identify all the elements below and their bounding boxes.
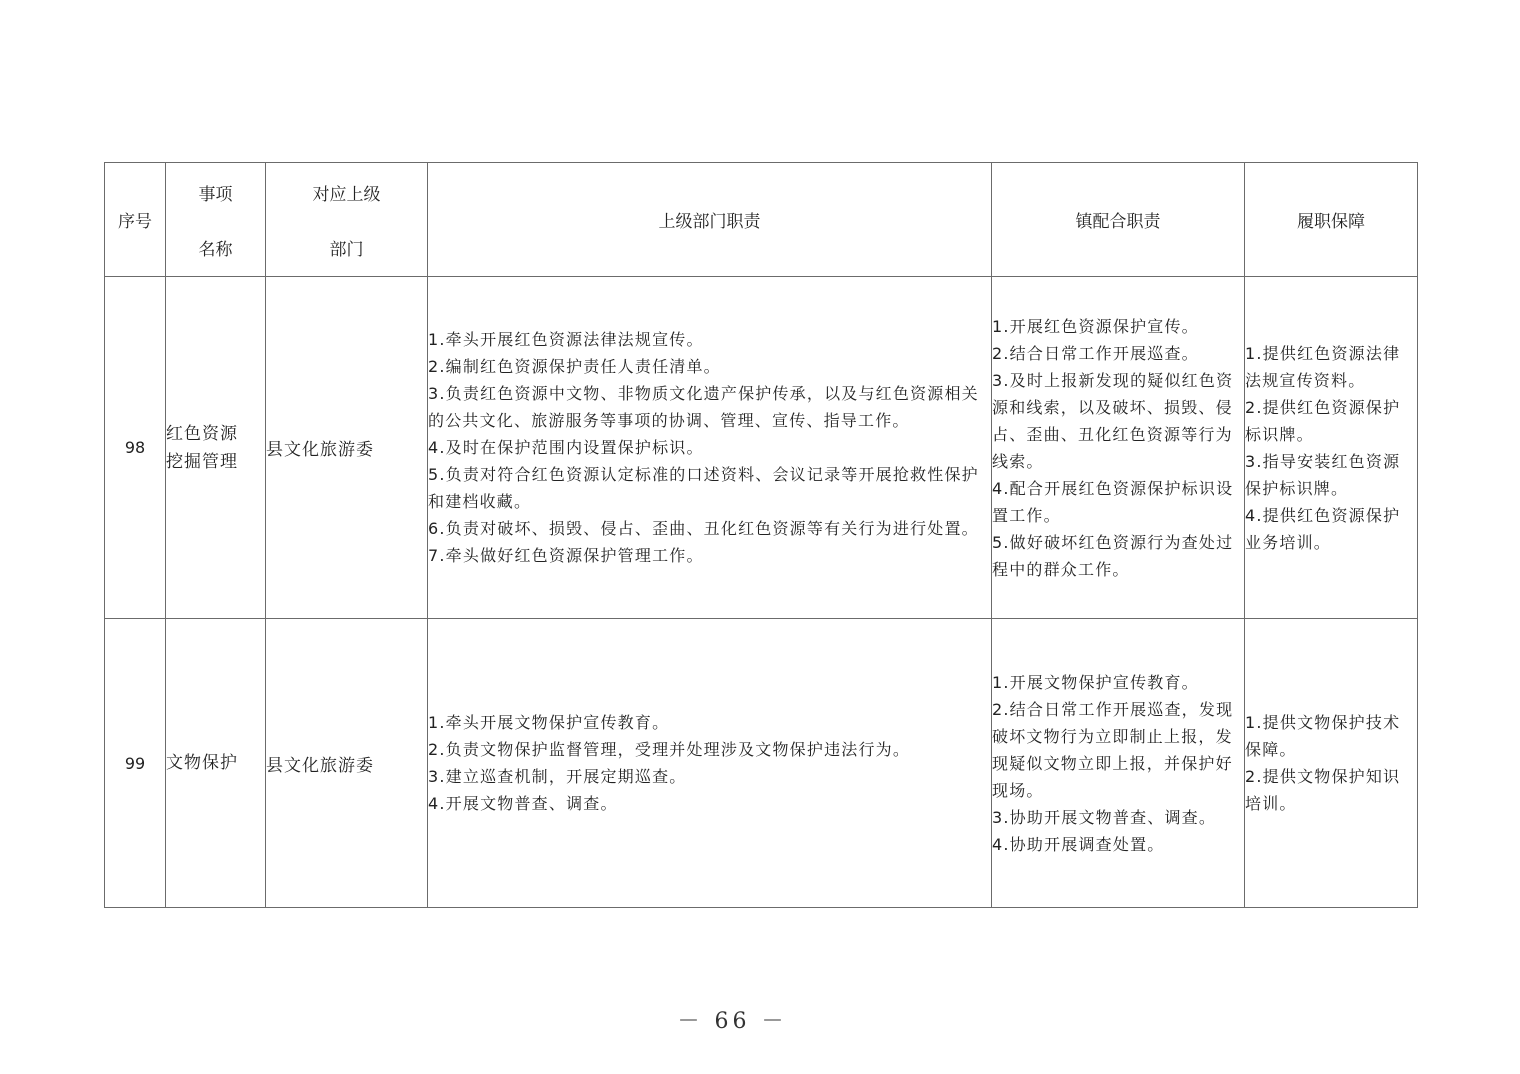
list-item: 3.及时上报新发现的疑似红色资源和线索，以及破坏、损毁、侵占、歪曲、丑化红色资源等行为线索。 (992, 370, 1234, 471)
row-guarantee (1245, 277, 1418, 619)
row-guarantee (1245, 619, 1418, 908)
guarantee-list (1245, 709, 1417, 817)
town-duties-list (992, 669, 1244, 858)
row-item-name (166, 277, 266, 619)
header-upper-duties: 上级部门职责 (428, 163, 992, 277)
row-seq: 99 (105, 619, 166, 908)
list-item: 6.负责对破坏、损毁、侵占、歪曲、丑化红色资源等有关行为进行处置。 (428, 519, 979, 538)
upper-duties-list (428, 326, 991, 569)
row-item-name-line: 红色资源 (166, 423, 238, 444)
row-seq: 98 (105, 277, 166, 619)
list-item: 2.提供红色资源保护标识牌。 (1245, 397, 1401, 444)
header-dept-line2: 部门 (329, 239, 364, 260)
header-seq: 序号 (105, 163, 166, 277)
list-item: 2.结合日常工作开展巡查，发现破坏文物行为立即制止上报，发现疑似文物立即上报，并保护好现场。 (992, 699, 1234, 800)
list-item: 1.提供红色资源法律法规宣传资料。 (1245, 343, 1401, 390)
header-town-duties: 镇配合职责 (992, 163, 1245, 277)
duty-table (104, 162, 1418, 908)
row-upper-duties (428, 277, 992, 619)
header-item-name-line1: 事项 (198, 184, 233, 205)
guarantee-list (1245, 340, 1417, 556)
list-item: 2.结合日常工作开展巡查。 (992, 343, 1199, 363)
row-town-duties (992, 619, 1245, 908)
header-item-name-line2: 名称 (198, 239, 233, 260)
town-duties-list (992, 313, 1244, 583)
list-item: 3.指导安装红色资源保护标识牌。 (1245, 451, 1401, 498)
list-item: 3.负责红色资源中文物、非物质文化遗产保护传承，以及与红色资源相关的公共文化、旅游服务等事项的协调、管理、宣传、指导工作。 (428, 384, 979, 430)
list-item: 2.负责文物保护监督管理，受理并处理涉及文物保护违法行为。 (428, 740, 911, 759)
list-item: 5.做好破坏红色资源行为查处过程中的群众工作。 (992, 532, 1234, 579)
header-dept-line1: 对应上级 (312, 184, 381, 205)
row-item-name-line: 文物保护 (166, 753, 238, 773)
row-upper-duties (428, 619, 992, 908)
table-header-row (105, 163, 1418, 277)
list-item: 4.开展文物普查、调查。 (428, 794, 618, 813)
list-item: 4.协助开展调查处置。 (992, 834, 1165, 854)
list-item: 4.及时在保护范围内设置保护标识。 (428, 438, 704, 457)
list-item: 2.提供文物保护知识培训。 (1245, 767, 1401, 813)
list-item: 1.开展文物保护宣传教育。 (992, 672, 1199, 692)
list-item: 3.建立巡查机制，开展定期巡查。 (428, 767, 687, 786)
row-item-name-line: 挖掘管理 (166, 451, 238, 472)
row-dept: 县文化旅游委 (266, 619, 428, 908)
header-guarantee: 履职保障 (1245, 163, 1418, 277)
list-item: 1.开展红色资源保护宣传。 (992, 316, 1199, 336)
header-item-name (166, 163, 266, 277)
list-item: 1.牵头开展红色资源法律法规宣传。 (428, 330, 704, 349)
list-item: 5.负责对符合红色资源认定标准的口述资料、会议记录等开展抢救性保护和建档收藏。 (428, 465, 979, 511)
list-item: 4.配合开展红色资源保护标识设置工作。 (992, 478, 1234, 525)
upper-duties-list (428, 709, 991, 817)
list-item: 2.编制红色资源保护责任人责任清单。 (428, 357, 721, 376)
list-item: 7.牵头做好红色资源保护管理工作。 (428, 546, 704, 565)
table-row (105, 619, 1418, 908)
list-item: 1.牵头开展文物保护宣传教育。 (428, 713, 670, 732)
row-town-duties (992, 277, 1245, 619)
list-item: 1.提供文物保护技术保障。 (1245, 713, 1401, 759)
table-row (105, 277, 1418, 619)
header-dept (266, 163, 428, 277)
row-item-name (166, 619, 266, 908)
page-number: － 66 － (677, 1009, 788, 1034)
list-item: 4.提供红色资源保护业务培训。 (1245, 505, 1401, 552)
row-dept: 县文化旅游委 (266, 277, 428, 619)
list-item: 3.协助开展文物普查、调查。 (992, 807, 1217, 827)
